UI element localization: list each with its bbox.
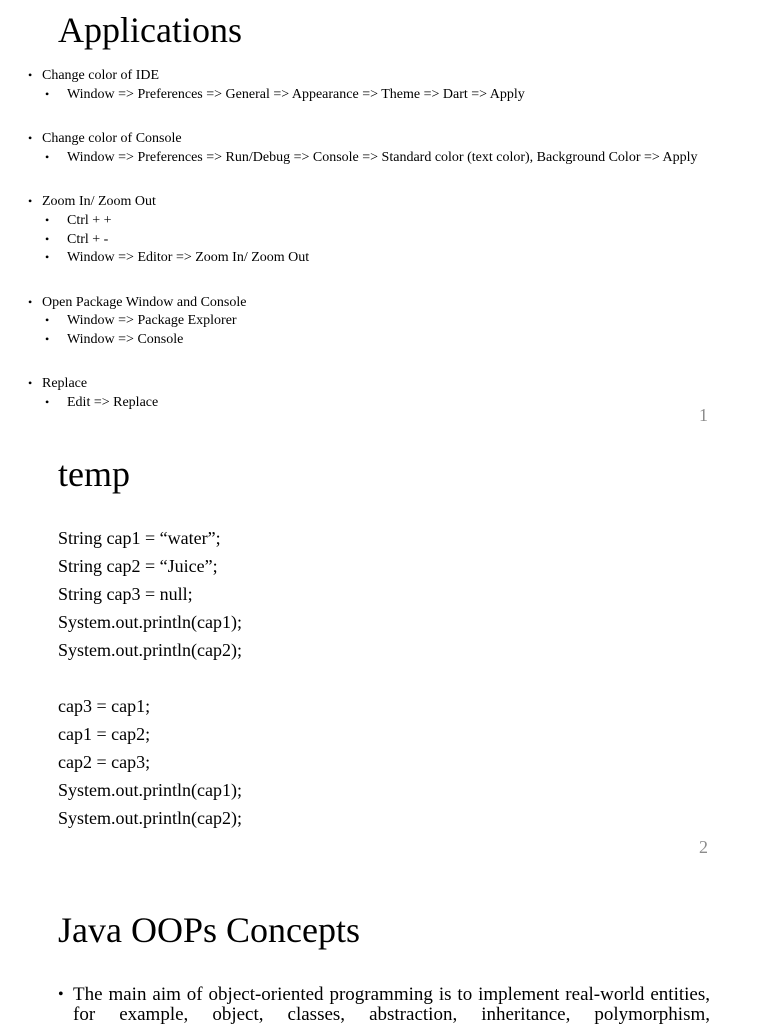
bullet-dot: • [45, 313, 50, 327]
bullet-text: Change color of Console [42, 131, 182, 146]
bullet-dot: • [45, 250, 50, 264]
sub-bullet-text: Window => Editor => Zoom In/ Zoom Out [67, 250, 310, 265]
sub-bullet-text: Window => Preferences => Run/Debug => Console => Standard color (text color), Background Color => Apply [67, 150, 698, 165]
code-line: String cap2 = “Juice”; [58, 556, 218, 576]
bullet-dot: • [45, 87, 50, 101]
code-line: System.out.println(cap2); [58, 640, 242, 660]
code-line: cap2 = cap3; [58, 752, 151, 772]
page-number: 1 [699, 405, 708, 425]
bullet-dot: • [45, 395, 50, 409]
bullet-dot: • [28, 194, 33, 208]
bullet-dot: • [28, 295, 33, 309]
sub-bullet-text: Edit => Replace [67, 395, 159, 410]
bullet-dot: • [45, 332, 50, 346]
code-line: cap3 = cap1; [58, 696, 151, 716]
bullet-text: Replace [42, 376, 88, 391]
bullet-text: Change color of IDE [42, 68, 160, 83]
slide-title: Java OOPs Concepts [58, 910, 360, 950]
sub-bullet-text: Ctrl + + [67, 213, 112, 228]
sub-bullet-text: Ctrl + - [67, 232, 109, 247]
slide-title: Applications [58, 10, 242, 50]
code-line: String cap3 = null; [58, 584, 193, 604]
bullet-text: Zoom In/ Zoom Out [42, 194, 156, 209]
sub-bullet-text: Window => Package Explorer [67, 313, 237, 328]
slide-title: temp [58, 454, 130, 494]
bullet-text: The main aim of object-oriented programming is to implement real-world entities, for example, object, classes, abstraction, inheritance, polymorphism, [73, 984, 710, 1025]
bullet-dot: • [28, 131, 33, 145]
code-line: System.out.println(cap1); [58, 780, 242, 800]
bullet-main-aim [58, 985, 710, 1025]
bullet-dot: • [28, 68, 33, 82]
bullet-dot: • [28, 376, 33, 390]
bullet-dot: • [45, 150, 50, 164]
code-line: String cap1 = “water”; [58, 528, 221, 548]
bullet-text: Open Package Window and Console [42, 295, 247, 310]
sub-bullet-text: Window => Preferences => General => Appearance => Theme => Dart => Apply [67, 87, 525, 102]
code-line: System.out.println(cap1); [58, 612, 242, 632]
sub-bullet-text: Window => Console [67, 332, 184, 347]
bullet-dot: • [45, 232, 50, 246]
bullet-dot: • [45, 213, 50, 227]
code-line: System.out.println(cap2); [58, 808, 242, 828]
page-number: 2 [699, 837, 708, 857]
code-line: cap1 = cap2; [58, 724, 151, 744]
bullet-dot: • [58, 986, 64, 1003]
